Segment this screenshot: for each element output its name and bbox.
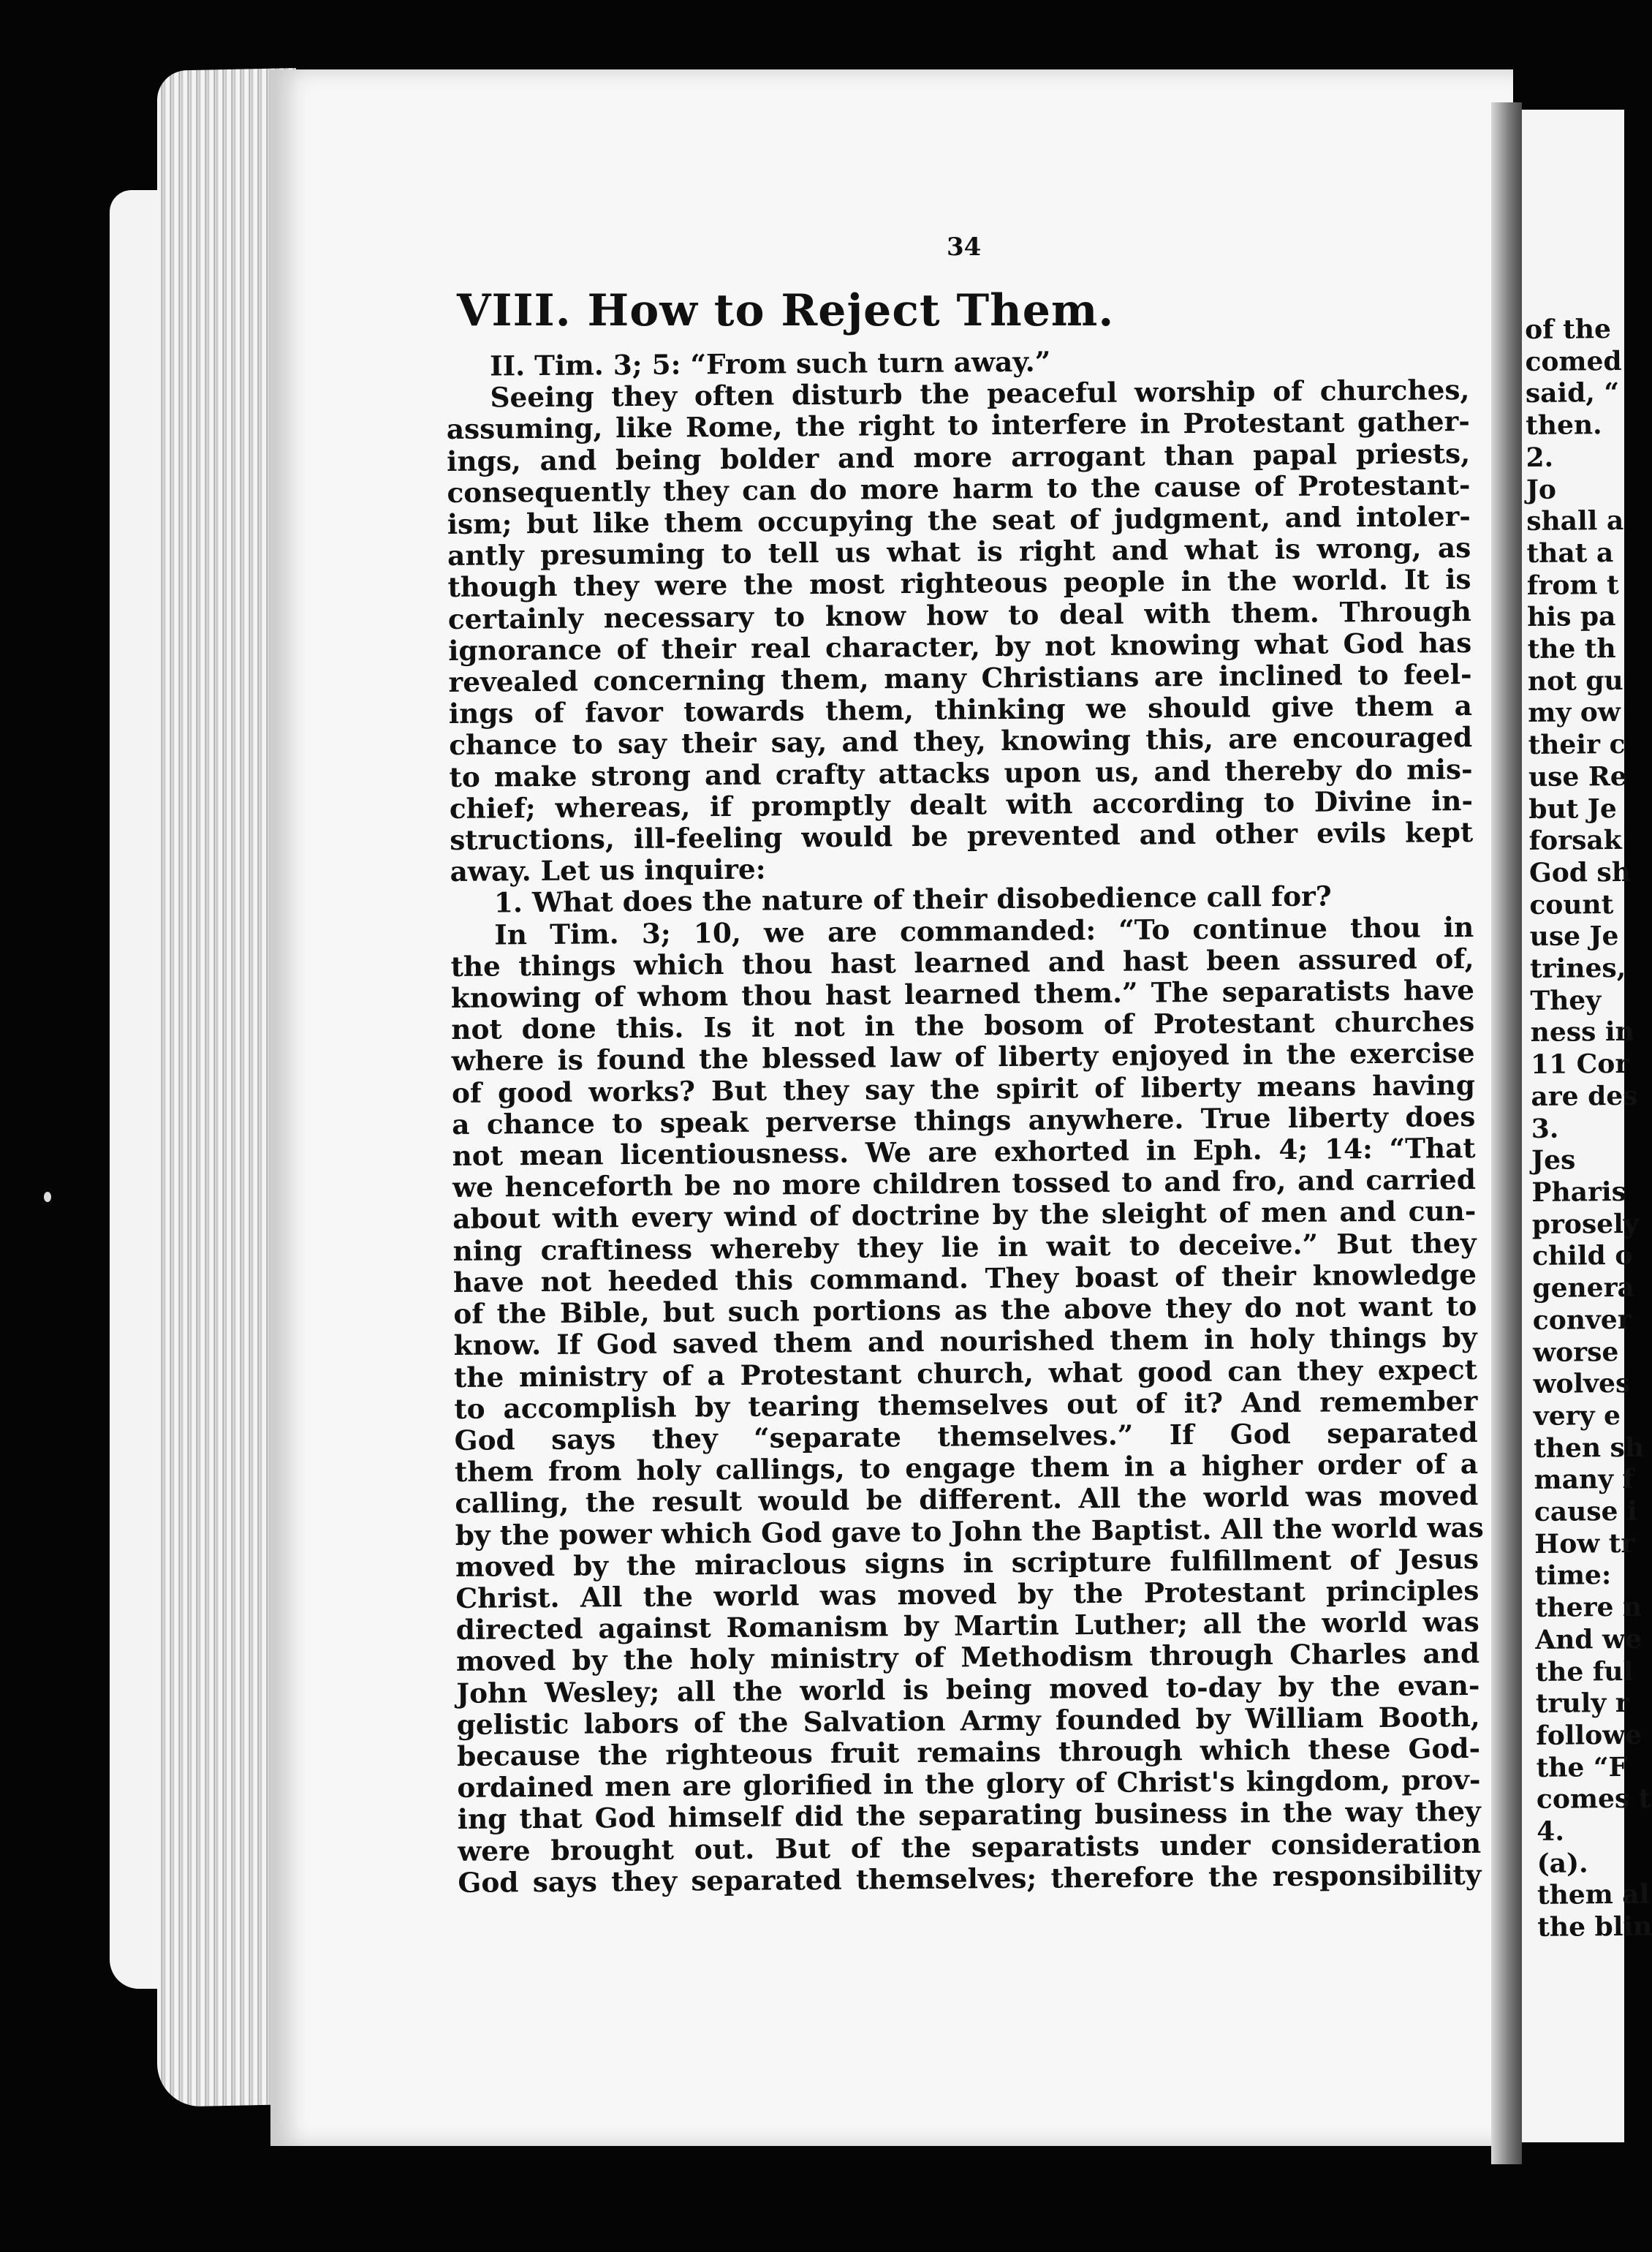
text-line: of good works? But they say the spirit of liberty means having bbox=[451, 1068, 1476, 1109]
right-page-line: use Je bbox=[1529, 921, 1619, 953]
chapter-heading: VIII. How to Reject Them. bbox=[457, 285, 1115, 336]
right-page-line: are des bbox=[1531, 1080, 1638, 1112]
right-page-line: there n bbox=[1534, 1591, 1642, 1624]
text-line: knowing of whom thou hast learned them.” The separatists have bbox=[450, 974, 1475, 1015]
text-line: where is found the blessed law of liberty enjoyed in the exercise bbox=[451, 1037, 1475, 1078]
right-page-line: of the bbox=[1525, 314, 1612, 345]
text-line: because the righteous fruit remains through which these God- bbox=[456, 1731, 1481, 1772]
right-page-line: not gu bbox=[1527, 665, 1623, 697]
right-page-line: from t bbox=[1526, 569, 1619, 601]
right-page-line: his pa bbox=[1527, 601, 1616, 633]
right-page-line: the ful bbox=[1535, 1655, 1634, 1688]
text-line: revealed concerning them, many Christians are inclined to feel- bbox=[448, 658, 1472, 699]
right-page-line: followe bbox=[1536, 1719, 1642, 1751]
text-line: assuming, like Rome, the right to interfere in Protestant gather- bbox=[446, 405, 1470, 446]
right-page-line: prosely bbox=[1531, 1208, 1639, 1240]
text-line: though they were the most righteous people in the world. It is bbox=[447, 563, 1471, 604]
right-page-line: God sh bbox=[1528, 856, 1632, 888]
right-page-line: Jes bbox=[1531, 1144, 1576, 1176]
text-line: were brought out. But of the separatists under consideration bbox=[457, 1826, 1482, 1867]
text-line: God says they “separate themselves.” If God separated bbox=[454, 1416, 1478, 1456]
right-page-line: 11 Cor bbox=[1530, 1048, 1629, 1081]
text-line: we henceforth be no more children tossed to and fro, and carried bbox=[452, 1163, 1477, 1204]
page-number: 34 bbox=[947, 233, 982, 262]
text-line: moved by the holy ministry of Methodism through Charles and bbox=[455, 1637, 1480, 1678]
right-page-line: Pharis bbox=[1531, 1176, 1627, 1208]
right-page-line: They bbox=[1530, 984, 1602, 1016]
text-line: ings of favor towards them, thinking we should give them a bbox=[448, 689, 1473, 730]
right-page-line: very e bbox=[1533, 1399, 1621, 1432]
text-line: moved by the miraclous signs in scripture fulfillment of Jesus bbox=[455, 1542, 1479, 1583]
text-line: antly presuming to tell us what is right and what is wrong, as bbox=[447, 532, 1471, 573]
text-line: certainly necessary to know how to deal with them. Through bbox=[447, 594, 1472, 635]
text-line: not mean licentiousness. We are exhorted in Eph. 4; 14: “That bbox=[452, 1132, 1476, 1173]
text-line: consequently they can do more harm to the cause of Protestant- bbox=[447, 468, 1471, 509]
text-line: them from holy callings, to engage them in a higher order of a bbox=[454, 1448, 1479, 1489]
right-page-line: How tr bbox=[1534, 1527, 1635, 1560]
text-line: ing that God himself did the separating business in the way they bbox=[457, 1795, 1481, 1836]
text-line: calling, the result would be different. All the world was moved bbox=[455, 1479, 1479, 1520]
right-page-line: 3. bbox=[1531, 1113, 1559, 1144]
text-line: of the Bible, but such portions as the above they do not want to bbox=[453, 1290, 1477, 1331]
right-page-line: but Je bbox=[1528, 793, 1617, 825]
text-line: directed against Romanism by Martin Luther; all the world was bbox=[455, 1606, 1479, 1647]
right-page-line: 4. bbox=[1537, 1815, 1565, 1847]
text-line: about with every wind of doctrine by the sleight of men and cun- bbox=[452, 1195, 1477, 1236]
right-page-line: conver bbox=[1532, 1304, 1632, 1336]
text-line: God says they separated themselves; therefore the responsibility bbox=[458, 1858, 1482, 1899]
right-page-line: time: bbox=[1534, 1560, 1612, 1592]
right-page-line: said, “ bbox=[1525, 377, 1620, 409]
text-line: chance to say their say, and they, knowing this, are encouraged bbox=[449, 721, 1473, 762]
text-line: know. If God saved them and nourished them in holy things by bbox=[453, 1321, 1477, 1362]
text-line: ings, and being bolder and more arrogant than papal priests, bbox=[447, 437, 1471, 477]
text-line: John Wesley; all the world is being moved to-day by the evan- bbox=[456, 1669, 1480, 1709]
book-gutter bbox=[1491, 102, 1522, 2164]
text-line: structions, ill-feeling would be prevented and other evils kept bbox=[450, 816, 1474, 857]
right-page-line: comes t bbox=[1536, 1783, 1651, 1815]
text-line: by the power which God gave to John the Baptist. All the world was bbox=[455, 1511, 1484, 1552]
text-line: a chance to speak perverse things anywhere. True liberty does bbox=[452, 1100, 1476, 1141]
text-line: ism; but like them occupying the seat of judgment, and intoler- bbox=[447, 500, 1471, 541]
text-line: to accomplish by tearing themselves out of it? And remember bbox=[454, 1384, 1478, 1425]
right-page-line: shall a bbox=[1526, 505, 1624, 537]
text-line: II. Tim. 3; 5: “From such turn away.” bbox=[489, 345, 1051, 382]
text-line: ordained men are glorified in the glory of Christ's kingdom, prov- bbox=[457, 1764, 1481, 1805]
text-line: not done this. Is it not in the bosom of Protestant churches bbox=[451, 1005, 1475, 1046]
right-page-line: child o bbox=[1531, 1240, 1633, 1272]
text-line: have not heeded this command. They boast of their knowledge bbox=[452, 1258, 1477, 1299]
text-line: chief; whereas, if promptly dealt with according to Divine in- bbox=[449, 784, 1474, 825]
right-page-line: (a). bbox=[1537, 1848, 1588, 1879]
right-page-line: forsak bbox=[1528, 825, 1622, 857]
right-page-line: 2. bbox=[1526, 442, 1554, 473]
text-line: away. Let us inquire: bbox=[450, 853, 766, 888]
right-page-line: that a bbox=[1526, 537, 1614, 569]
right-page-line: truly r bbox=[1535, 1688, 1629, 1720]
right-page-line: them al bbox=[1537, 1879, 1650, 1911]
text-line: Seeing they often disturb the peaceful worship of churches, bbox=[490, 374, 1470, 414]
text-line: 1. What does the nature of their disobedience call for? bbox=[493, 880, 1332, 919]
body-text bbox=[446, 343, 1482, 1899]
right-page-line: count bbox=[1529, 888, 1614, 921]
text-line: ignorance of their real character, by not knowing what God has bbox=[448, 626, 1472, 667]
right-page-line: the blin bbox=[1537, 1911, 1652, 1943]
text-line: ning craftiness whereby they lie in wait to deceive.” But they bbox=[452, 1226, 1477, 1267]
scan-speck bbox=[44, 1192, 51, 1202]
right-page-line: then. bbox=[1526, 409, 1602, 442]
right-page-line: my ow bbox=[1528, 697, 1621, 729]
right-page-line: And we bbox=[1535, 1623, 1642, 1655]
right-page-line: genera bbox=[1532, 1272, 1635, 1304]
right-page-line: cause i bbox=[1534, 1495, 1637, 1527]
right-page-line: then sh bbox=[1534, 1432, 1645, 1464]
text-line: gelistic labors of the Salvation Army founded by William Booth, bbox=[456, 1700, 1480, 1741]
right-page-text bbox=[1525, 314, 1652, 1944]
right-page-line: worse bbox=[1532, 1336, 1619, 1368]
text-line: In Tim. 3; 10, we are commanded: “To continue thou in bbox=[494, 910, 1474, 951]
right-page-line: comed bbox=[1525, 345, 1622, 377]
right-page-line: wolves bbox=[1533, 1368, 1631, 1400]
right-page-line: many f bbox=[1534, 1464, 1634, 1496]
text-line: the ministry of a Protestant church, what good can they expect bbox=[453, 1353, 1478, 1394]
right-page-line: their c bbox=[1528, 729, 1626, 761]
text-line: Christ. All the world was moved by the Protestant principles bbox=[455, 1573, 1479, 1614]
right-page-line: Jo bbox=[1526, 474, 1557, 505]
right-page-line: the th bbox=[1527, 633, 1616, 665]
right-page-line: the “F bbox=[1536, 1751, 1628, 1783]
text-line: the things which thou hast learned and hast been assured of, bbox=[450, 942, 1474, 983]
right-page-line: use Re bbox=[1528, 760, 1627, 793]
right-page-line: trines, bbox=[1529, 953, 1626, 985]
right-page-line: ness in bbox=[1530, 1016, 1634, 1048]
text-line: to make strong and crafty attacks upon us, and thereby do mis- bbox=[449, 752, 1473, 793]
